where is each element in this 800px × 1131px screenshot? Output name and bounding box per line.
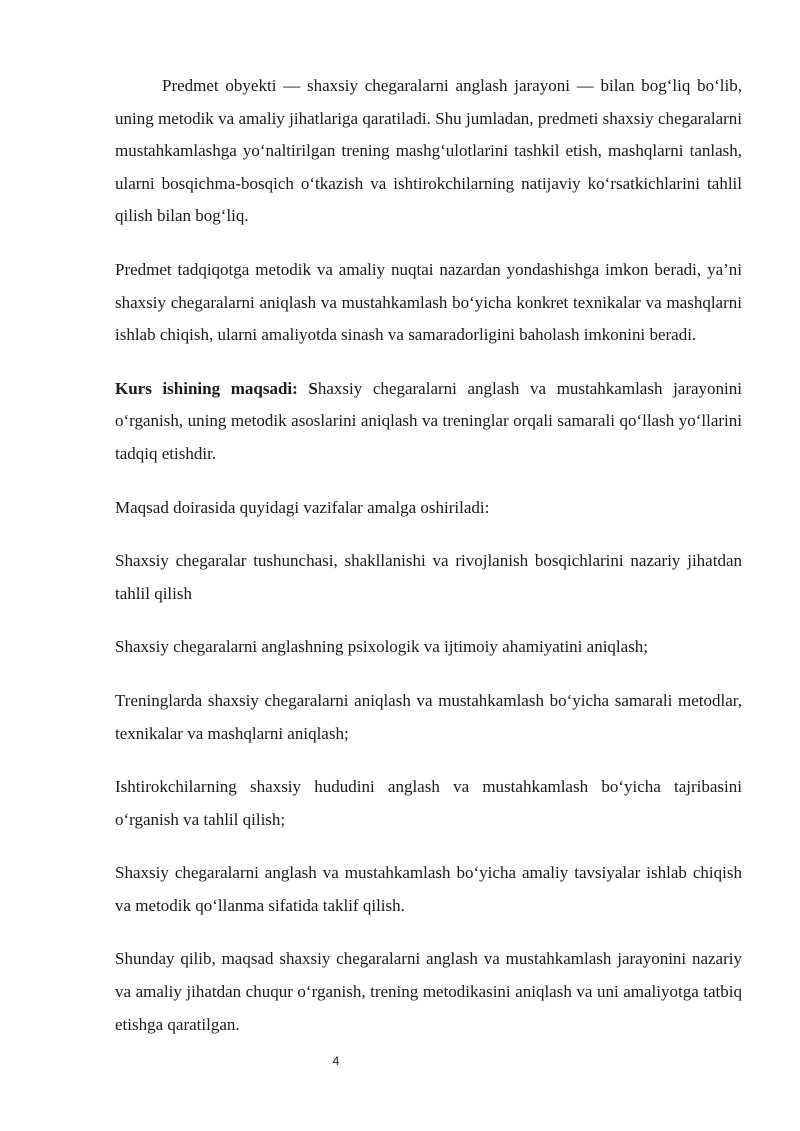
paragraph-task-4: Ishtirokchilarning shaxsiy hududini anglash va mustahkamlash bo‘yicha tajribasini o‘rganish va tahlil qilish; (115, 777, 742, 829)
page-body (115, 70, 742, 1041)
paragraph-conclusion: Shunday qilib, maqsad shaxsiy chegaralarni anglash va mustahkamlash jarayonini nazariy va amaliy jihatdan chuqur o‘rganish, trening metodikasini aniqlash va uni amaliyotga tatbiq etishga qaratilgan. (115, 949, 742, 1034)
paragraph-tasks-intro: Maqsad doirasida quyidagi vazifalar amalga oshiriladi: (115, 497, 490, 517)
paragraph-task-3: Treninglarda shaxsiy chegaralarni aniqlash va mustahkamlash bo‘yicha samarali metodlar, texnikalar va mashqlarni aniqlash; (115, 690, 742, 743)
page-number: 4 (332, 1054, 340, 1068)
course-goal-text: haxsiy chegaralarni anglash va mustahkamlash jarayonini o‘rganish, uning metodik asoslarini aniqlash va treninglar orqali samarali qo‘llash yo‘llarini tadqiq etishdir. (115, 378, 742, 463)
paragraph-subject-approach: Predmet tadqiqotga metodik va amaliy nuqtai nazardan yondashishga imkon beradi, ya’ni shaxsiy chegaralarni aniqlash va mustahkamlash bo‘yicha konkret texnikalar va mashqlarni ishlab chiqish, ularni amaliyotda sinash va samaradorligini baholash imkonini beradi. (115, 259, 742, 345)
course-goal-label: Kurs ishining maqsadi: S (115, 378, 318, 398)
paragraph-task-5: Shaxsiy chegaralarni anglash va mustahkamlash bo‘yicha amaliy tavsiyalar ishlab chiqish va metodik qo‘llanma sifatida taklif qilish. (115, 863, 742, 915)
paragraph-task-2: Shaxsiy chegaralarni anglashning psixologik va ijtimoiy ahamiyatini aniqlash; (115, 637, 649, 657)
paragraph-task-1: Shaxsiy chegaralar tushunchasi, shakllanishi va rivojlanish bosqichlarini nazariy jihatdan tahlil qilish (115, 551, 742, 603)
paragraph-subject-object: Predmet obyekti — shaxsiy chegaralarni anglash jarayoni — bilan bog‘liq bo‘lib, uning metodik va amaliy jihatlariga qaratiladi. Shu jumladan, predmeti shaxsiy chegaralarni mustahkamlashga yo‘naltirilgan trening mashg‘ulotlarini tashkil etish, mashqlarni tanlash, ularni bosqichma-bosqich o‘tkazish va ishtirokchilarning natijaviy ko‘rsatkichlarini tahlil qilish bilan bog‘liq. (115, 76, 742, 226)
paragraph-course-goal (115, 373, 742, 471)
